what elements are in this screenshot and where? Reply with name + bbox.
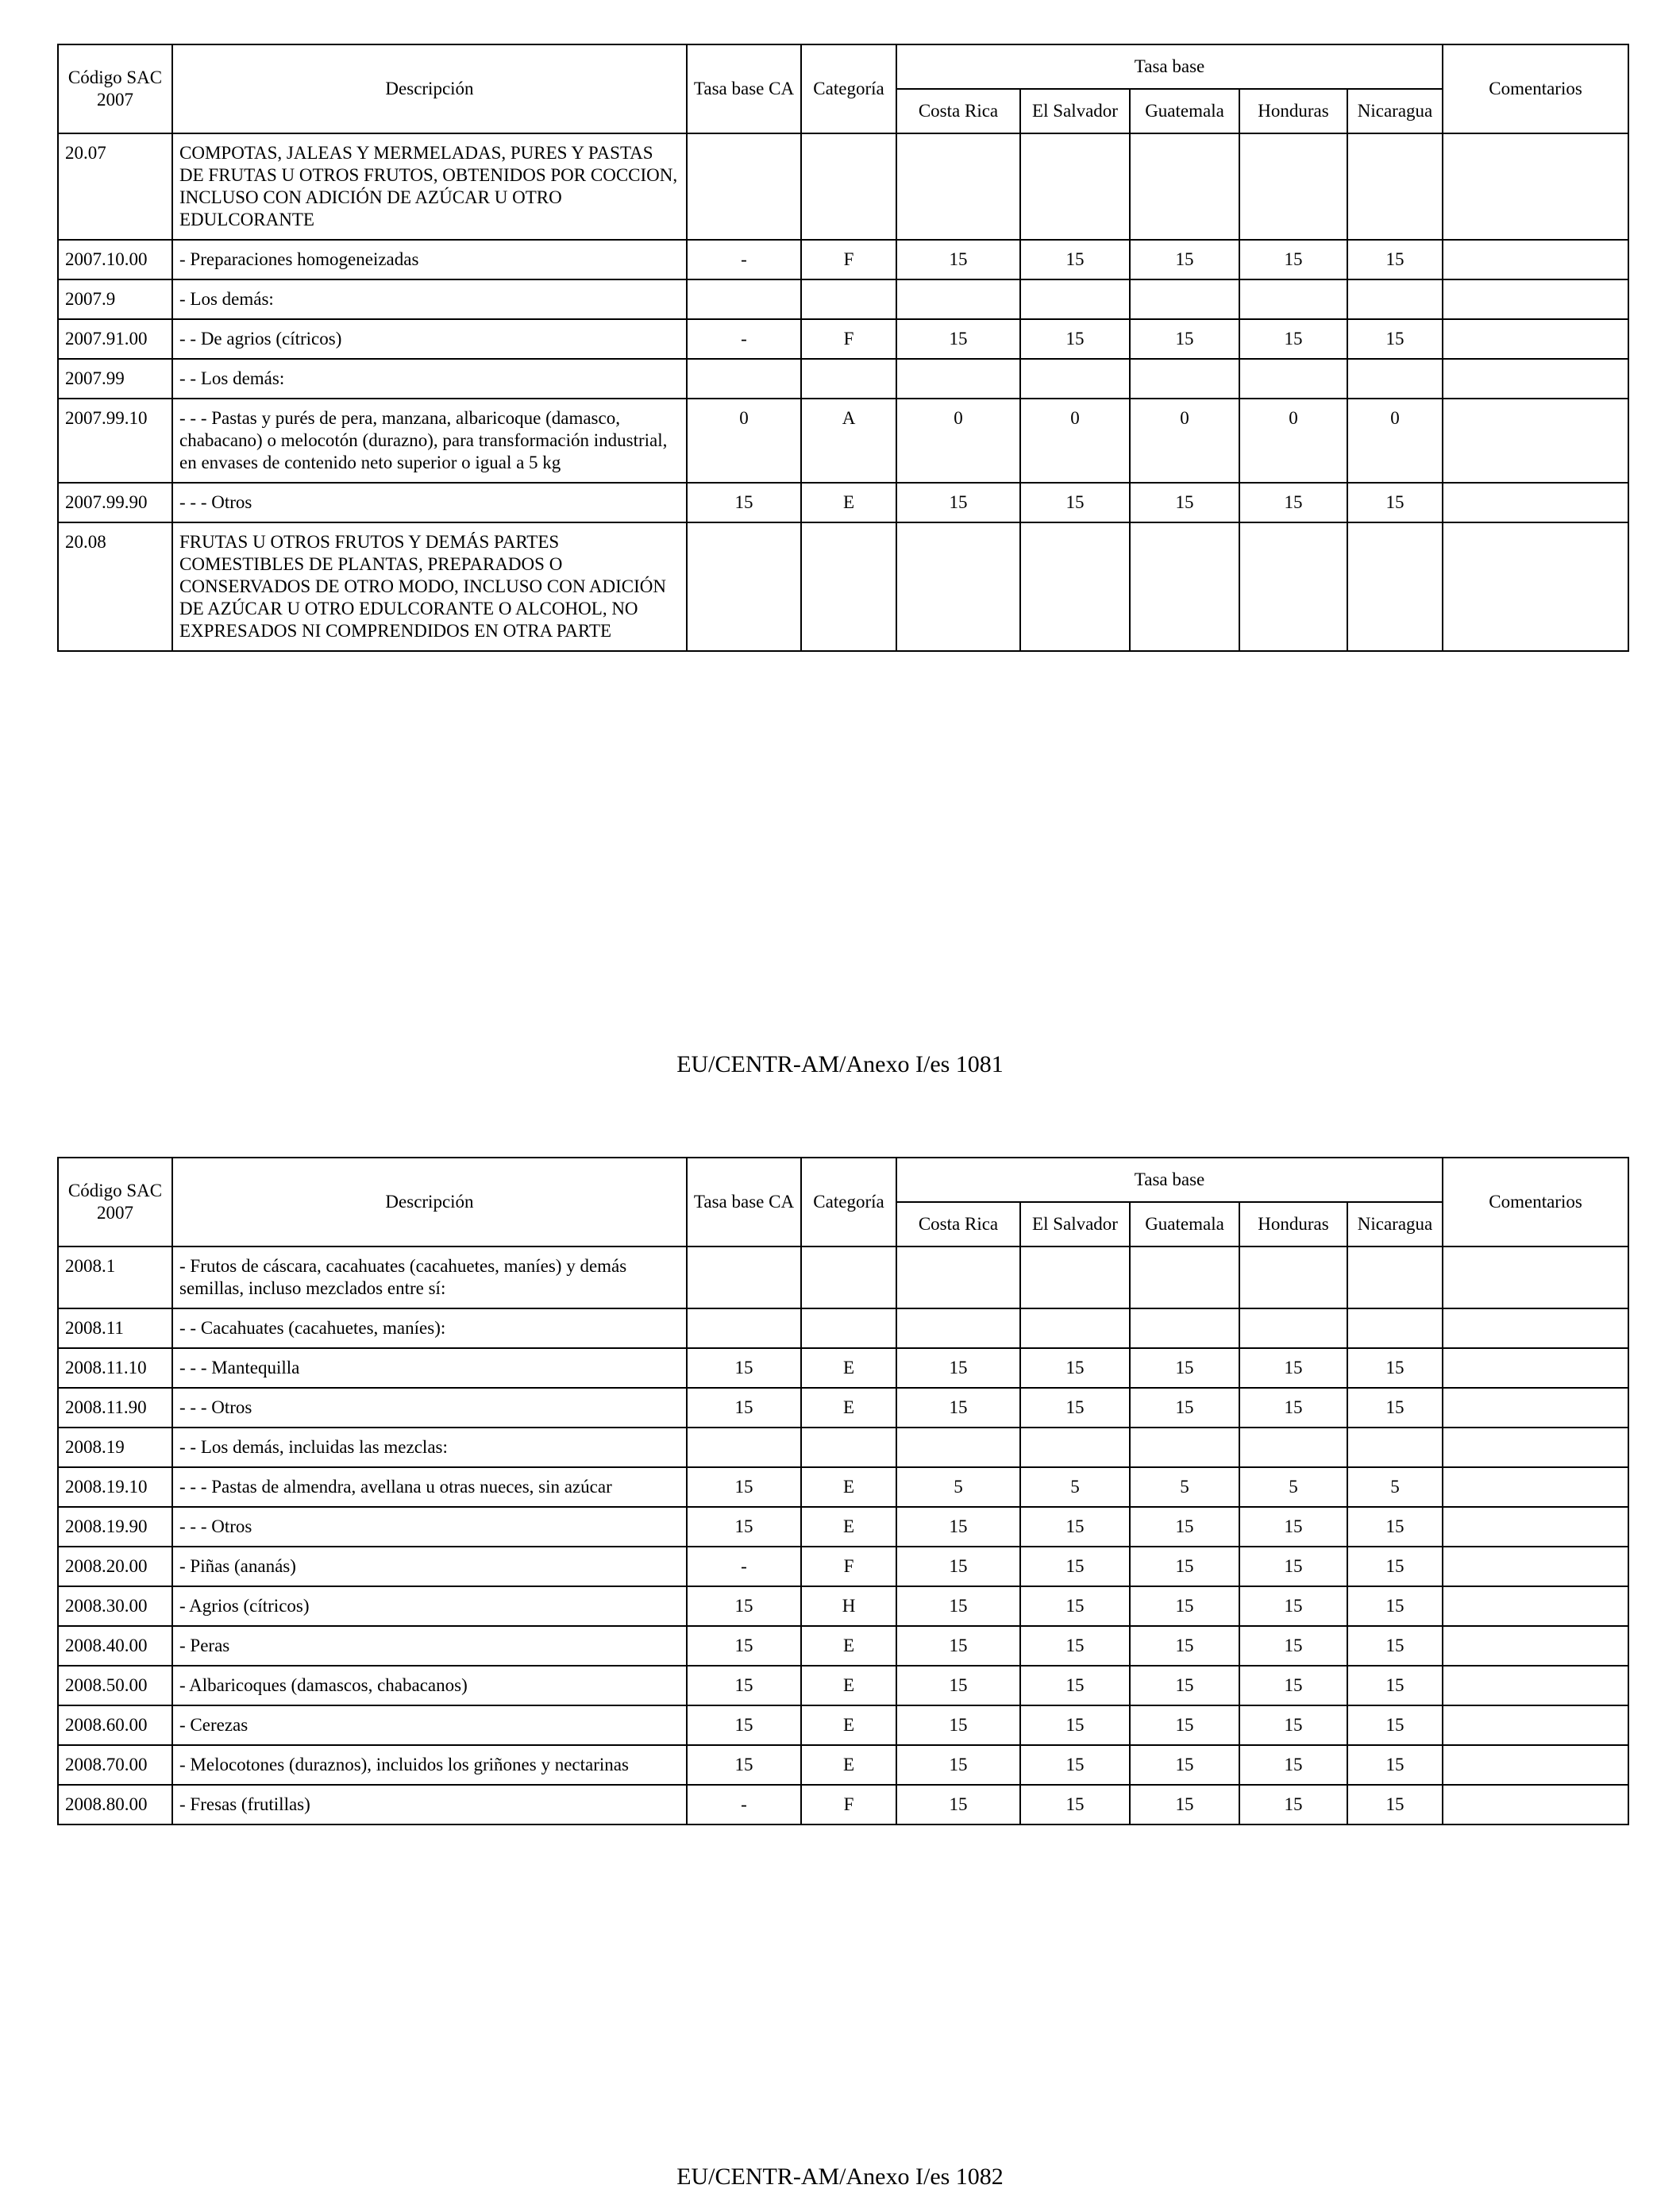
table-row: [58, 1388, 1628, 1428]
cell-categoria: F: [801, 240, 896, 279]
cell-costa-rica: 15: [896, 1348, 1020, 1388]
cell-categoria: A: [801, 399, 896, 483]
table-row: [58, 1586, 1628, 1626]
cell-codigo: 2008.60.00: [58, 1705, 172, 1745]
cell-el-salvador: 15: [1020, 1388, 1130, 1428]
header-guatemala: Guatemala: [1130, 1202, 1239, 1246]
cell-costa-rica: 15: [896, 319, 1020, 359]
cell-guatemala: 5: [1130, 1467, 1239, 1507]
cell-comentarios: [1443, 1586, 1628, 1626]
cell-nicaragua: [1347, 359, 1443, 399]
cell-nicaragua: 15: [1347, 319, 1443, 359]
cell-descripcion: - Fresas (frutillas): [172, 1785, 687, 1824]
cell-el-salvador: 15: [1020, 319, 1130, 359]
cell-el-salvador: 0: [1020, 399, 1130, 483]
cell-costa-rica: 15: [896, 1785, 1020, 1824]
cell-tasa-base-ca: 15: [687, 1467, 801, 1507]
cell-nicaragua: 15: [1347, 1626, 1443, 1666]
cell-guatemala: [1130, 133, 1239, 240]
cell-nicaragua: 5: [1347, 1467, 1443, 1507]
cell-descripcion: - - Cacahuates (cacahuetes, maníes):: [172, 1308, 687, 1348]
cell-honduras: 5: [1239, 1467, 1347, 1507]
cell-descripcion: - Albaricoques (damascos, chabacanos): [172, 1666, 687, 1705]
cell-honduras: 0: [1239, 399, 1347, 483]
cell-tasa-base-ca: [687, 133, 801, 240]
cell-guatemala: 15: [1130, 319, 1239, 359]
cell-descripcion: - Frutos de cáscara, cacahuates (cacahuetes, maníes) y demás semillas, incluso mezclados entre sí:: [172, 1246, 687, 1308]
table-row: [58, 399, 1628, 483]
cell-descripcion: - - Los demás:: [172, 359, 687, 399]
cell-comentarios: [1443, 1705, 1628, 1745]
cell-costa-rica: 15: [896, 1586, 1020, 1626]
cell-honduras: 15: [1239, 1547, 1347, 1586]
cell-categoria: E: [801, 1388, 896, 1428]
cell-el-salvador: 15: [1020, 1507, 1130, 1547]
cell-descripcion: - Piñas (ananás): [172, 1547, 687, 1586]
cell-tasa-base-ca: 0: [687, 399, 801, 483]
table-body: [58, 1246, 1628, 1824]
cell-honduras: [1239, 133, 1347, 240]
cell-comentarios: [1443, 133, 1628, 240]
cell-costa-rica: [896, 1246, 1020, 1308]
cell-comentarios: [1443, 1467, 1628, 1507]
cell-tasa-base-ca: [687, 1246, 801, 1308]
cell-codigo: 2007.10.00: [58, 240, 172, 279]
cell-categoria: [801, 279, 896, 319]
table-row: [58, 1428, 1628, 1467]
cell-codigo: 2008.19: [58, 1428, 172, 1467]
cell-costa-rica: [896, 279, 1020, 319]
cell-honduras: 15: [1239, 483, 1347, 522]
cell-codigo: 2008.30.00: [58, 1586, 172, 1626]
cell-guatemala: [1130, 1428, 1239, 1467]
cell-guatemala: 15: [1130, 1388, 1239, 1428]
cell-codigo: 2008.11.90: [58, 1388, 172, 1428]
header-tasa-base-ca: Tasa base CA: [687, 1158, 801, 1246]
cell-guatemala: 15: [1130, 1785, 1239, 1824]
cell-categoria: E: [801, 1705, 896, 1745]
table-row: [58, 1507, 1628, 1547]
table-row: [58, 1705, 1628, 1745]
header-nicaragua: Nicaragua: [1347, 1202, 1443, 1246]
cell-honduras: [1239, 279, 1347, 319]
cell-costa-rica: 0: [896, 399, 1020, 483]
header-codigo: Código SAC 2007: [58, 44, 172, 133]
cell-codigo: 2008.1: [58, 1246, 172, 1308]
cell-tasa-base-ca: -: [687, 1785, 801, 1824]
cell-comentarios: [1443, 1547, 1628, 1586]
header-guatemala: Guatemala: [1130, 89, 1239, 133]
cell-comentarios: [1443, 1785, 1628, 1824]
cell-codigo: 2007.99: [58, 359, 172, 399]
cell-honduras: [1239, 1308, 1347, 1348]
cell-guatemala: [1130, 359, 1239, 399]
cell-honduras: 15: [1239, 319, 1347, 359]
cell-honduras: 15: [1239, 1666, 1347, 1705]
cell-categoria: E: [801, 1348, 896, 1388]
cell-categoria: F: [801, 1785, 896, 1824]
cell-categoria: F: [801, 1547, 896, 1586]
cell-categoria: [801, 133, 896, 240]
cell-tasa-base-ca: 15: [687, 1745, 801, 1785]
cell-guatemala: 15: [1130, 1507, 1239, 1547]
cell-comentarios: [1443, 1308, 1628, 1348]
cell-el-salvador: 15: [1020, 1547, 1130, 1586]
cell-honduras: [1239, 1246, 1347, 1308]
cell-tasa-base-ca: 15: [687, 1388, 801, 1428]
cell-codigo: 2007.99.10: [58, 399, 172, 483]
cell-comentarios: [1443, 1246, 1628, 1308]
table-row: [58, 483, 1628, 522]
cell-honduras: 15: [1239, 1388, 1347, 1428]
cell-categoria: H: [801, 1586, 896, 1626]
cell-guatemala: 15: [1130, 1586, 1239, 1626]
cell-comentarios: [1443, 483, 1628, 522]
cell-costa-rica: 5: [896, 1467, 1020, 1507]
table-row: [58, 1666, 1628, 1705]
table-row: [58, 1246, 1628, 1308]
cell-el-salvador: [1020, 522, 1130, 651]
cell-codigo: 2008.19.10: [58, 1467, 172, 1507]
cell-nicaragua: 0: [1347, 399, 1443, 483]
cell-tasa-base-ca: [687, 359, 801, 399]
cell-comentarios: [1443, 1507, 1628, 1547]
cell-categoria: E: [801, 483, 896, 522]
cell-el-salvador: 15: [1020, 1785, 1130, 1824]
cell-tasa-base-ca: [687, 522, 801, 651]
cell-descripcion: - Peras: [172, 1626, 687, 1666]
cell-costa-rica: 15: [896, 1507, 1020, 1547]
cell-codigo: 2008.80.00: [58, 1785, 172, 1824]
cell-honduras: 15: [1239, 1785, 1347, 1824]
cell-descripcion: - - - Otros: [172, 1388, 687, 1428]
cell-tasa-base-ca: -: [687, 1547, 801, 1586]
cell-el-salvador: 15: [1020, 1745, 1130, 1785]
cell-guatemala: [1130, 1308, 1239, 1348]
cell-comentarios: [1443, 399, 1628, 483]
cell-tasa-base-ca: 15: [687, 1626, 801, 1666]
cell-guatemala: [1130, 1246, 1239, 1308]
cell-categoria: [801, 359, 896, 399]
cell-categoria: E: [801, 1467, 896, 1507]
cell-codigo: 20.07: [58, 133, 172, 240]
cell-guatemala: 15: [1130, 1705, 1239, 1745]
table-row: [58, 522, 1628, 651]
cell-el-salvador: 15: [1020, 1705, 1130, 1745]
cell-descripcion: - - - Pastas de almendra, avellana u otras nueces, sin azúcar: [172, 1467, 687, 1507]
cell-comentarios: [1443, 279, 1628, 319]
cell-honduras: 15: [1239, 1586, 1347, 1626]
cell-comentarios: [1443, 319, 1628, 359]
table-row: [58, 240, 1628, 279]
header-comentarios: Comentarios: [1443, 44, 1628, 133]
cell-tasa-base-ca: 15: [687, 1507, 801, 1547]
cell-el-salvador: 5: [1020, 1467, 1130, 1507]
cell-codigo: 2007.99.90: [58, 483, 172, 522]
cell-tasa-base-ca: 15: [687, 1666, 801, 1705]
cell-el-salvador: 15: [1020, 1666, 1130, 1705]
cell-el-salvador: 15: [1020, 1626, 1130, 1666]
cell-honduras: 15: [1239, 1507, 1347, 1547]
table-row: [58, 279, 1628, 319]
header-costa-rica: Costa Rica: [896, 1202, 1020, 1246]
header-nicaragua: Nicaragua: [1347, 89, 1443, 133]
cell-categoria: [801, 1308, 896, 1348]
cell-descripcion: - Los demás:: [172, 279, 687, 319]
cell-el-salvador: [1020, 1246, 1130, 1308]
cell-tasa-base-ca: [687, 1308, 801, 1348]
cell-guatemala: 15: [1130, 1626, 1239, 1666]
cell-costa-rica: 15: [896, 1626, 1020, 1666]
cell-honduras: 15: [1239, 1705, 1347, 1745]
table-row: [58, 1745, 1628, 1785]
cell-guatemala: [1130, 279, 1239, 319]
cell-codigo: 2008.11.10: [58, 1348, 172, 1388]
cell-descripcion: - Preparaciones homogeneizadas: [172, 240, 687, 279]
page-footer: EU/CENTR-AM/Anexo I/es 1082: [676, 2164, 1004, 2190]
cell-nicaragua: 15: [1347, 1586, 1443, 1626]
cell-codigo: 2008.20.00: [58, 1547, 172, 1586]
cell-comentarios: [1443, 1666, 1628, 1705]
cell-costa-rica: [896, 1308, 1020, 1348]
cell-comentarios: [1443, 1428, 1628, 1467]
cell-tasa-base-ca: -: [687, 319, 801, 359]
cell-costa-rica: 15: [896, 240, 1020, 279]
cell-tasa-base-ca: [687, 1428, 801, 1467]
cell-guatemala: 15: [1130, 1348, 1239, 1388]
header-tasa-base: Tasa base: [896, 44, 1443, 89]
cell-codigo: 20.08: [58, 522, 172, 651]
cell-comentarios: [1443, 359, 1628, 399]
cell-descripcion: - - - Otros: [172, 483, 687, 522]
cell-el-salvador: [1020, 359, 1130, 399]
cell-descripcion: FRUTAS U OTROS FRUTOS Y DEMÁS PARTES COMESTIBLES DE PLANTAS, PREPARADOS O CONSERVADOS DE OTRO MODO, INCLUSO CON ADICIÓN DE AZÚCAR U OTRO EDULCORANTE O ALCOHOL, NO EXPRESADOS NI COMPRENDIDOS EN OTRA PARTE: [172, 522, 687, 651]
header-tasa-base-ca: Tasa base CA: [687, 44, 801, 133]
cell-nicaragua: 15: [1347, 240, 1443, 279]
cell-el-salvador: 15: [1020, 1586, 1130, 1626]
cell-nicaragua: [1347, 522, 1443, 651]
cell-costa-rica: [896, 359, 1020, 399]
cell-descripcion: - Cerezas: [172, 1705, 687, 1745]
cell-el-salvador: 15: [1020, 483, 1130, 522]
cell-tasa-base-ca: -: [687, 240, 801, 279]
header-costa-rica: Costa Rica: [896, 89, 1020, 133]
header-descripcion: Descripción: [172, 1158, 687, 1246]
cell-nicaragua: 15: [1347, 1666, 1443, 1705]
table-header: [58, 1158, 1628, 1246]
cell-costa-rica: 15: [896, 1388, 1020, 1428]
cell-codigo: 2007.9: [58, 279, 172, 319]
cell-nicaragua: [1347, 279, 1443, 319]
table-body: [58, 133, 1628, 651]
header-categoria: Categoría: [801, 44, 896, 133]
cell-categoria: [801, 1246, 896, 1308]
cell-nicaragua: 15: [1347, 1785, 1443, 1824]
cell-codigo: 2008.40.00: [58, 1626, 172, 1666]
cell-el-salvador: [1020, 133, 1130, 240]
cell-el-salvador: [1020, 279, 1130, 319]
cell-costa-rica: [896, 522, 1020, 651]
table-row: [58, 1308, 1628, 1348]
cell-codigo: 2007.91.00: [58, 319, 172, 359]
cell-descripcion: - - De agrios (cítricos): [172, 319, 687, 359]
cell-nicaragua: [1347, 1428, 1443, 1467]
cell-el-salvador: 15: [1020, 240, 1130, 279]
cell-nicaragua: 15: [1347, 483, 1443, 522]
cell-codigo: 2008.70.00: [58, 1745, 172, 1785]
table-row: [58, 1348, 1628, 1388]
cell-comentarios: [1443, 240, 1628, 279]
cell-costa-rica: [896, 133, 1020, 240]
cell-descripcion: - - - Otros: [172, 1507, 687, 1547]
cell-tasa-base-ca: 15: [687, 1348, 801, 1388]
table-row: [58, 1467, 1628, 1507]
tariff-table-page-2: [57, 1157, 1629, 1825]
table-row: [58, 319, 1628, 359]
cell-honduras: 15: [1239, 1745, 1347, 1785]
header-comentarios: Comentarios: [1443, 1158, 1628, 1246]
cell-descripcion: - - - Pastas y purés de pera, manzana, albaricoque (damasco, chabacano) o melocotón (durazno), para transformación industrial, en envases de contenido neto superior o igual a 5 kg: [172, 399, 687, 483]
cell-guatemala: 15: [1130, 483, 1239, 522]
cell-nicaragua: 15: [1347, 1388, 1443, 1428]
cell-costa-rica: 15: [896, 1705, 1020, 1745]
header-tasa-base: Tasa base: [896, 1158, 1443, 1202]
table-row: [58, 359, 1628, 399]
cell-codigo: 2008.11: [58, 1308, 172, 1348]
table-header: [58, 44, 1628, 133]
cell-guatemala: 15: [1130, 1547, 1239, 1586]
cell-tasa-base-ca: [687, 279, 801, 319]
cell-guatemala: 0: [1130, 399, 1239, 483]
cell-codigo: 2008.50.00: [58, 1666, 172, 1705]
cell-tasa-base-ca: 15: [687, 483, 801, 522]
header-codigo: Código SAC 2007: [58, 1158, 172, 1246]
cell-el-salvador: [1020, 1308, 1130, 1348]
cell-costa-rica: 15: [896, 1745, 1020, 1785]
cell-comentarios: [1443, 1348, 1628, 1388]
cell-comentarios: [1443, 1388, 1628, 1428]
cell-nicaragua: [1347, 133, 1443, 240]
cell-categoria: [801, 522, 896, 651]
cell-tasa-base-ca: 15: [687, 1705, 801, 1745]
cell-categoria: E: [801, 1626, 896, 1666]
cell-costa-rica: 15: [896, 483, 1020, 522]
header-honduras: Honduras: [1239, 1202, 1347, 1246]
cell-honduras: [1239, 522, 1347, 651]
cell-guatemala: 15: [1130, 1666, 1239, 1705]
header-descripcion: Descripción: [172, 44, 687, 133]
table-row: [58, 1626, 1628, 1666]
cell-descripcion: - - - Mantequilla: [172, 1348, 687, 1388]
cell-categoria: F: [801, 319, 896, 359]
header-el-salvador: El Salvador: [1020, 89, 1130, 133]
cell-comentarios: [1443, 522, 1628, 651]
cell-honduras: 15: [1239, 1348, 1347, 1388]
tariff-table-page-1: [57, 44, 1629, 652]
cell-descripcion: COMPOTAS, JALEAS Y MERMELADAS, PURES Y PASTAS DE FRUTAS U OTROS FRUTOS, OBTENIDOS POR COCCION, INCLUSO CON ADICIÓN DE AZÚCAR U OTRO EDULCORANTE: [172, 133, 687, 240]
cell-nicaragua: 15: [1347, 1705, 1443, 1745]
cell-nicaragua: [1347, 1308, 1443, 1348]
table-row: [58, 1785, 1628, 1824]
cell-comentarios: [1443, 1626, 1628, 1666]
cell-honduras: [1239, 1428, 1347, 1467]
cell-honduras: [1239, 359, 1347, 399]
cell-costa-rica: 15: [896, 1547, 1020, 1586]
cell-categoria: E: [801, 1507, 896, 1547]
cell-honduras: 15: [1239, 1626, 1347, 1666]
cell-nicaragua: 15: [1347, 1348, 1443, 1388]
cell-nicaragua: 15: [1347, 1745, 1443, 1785]
page-footer: EU/CENTR-AM/Anexo I/es 1081: [676, 1051, 1004, 1077]
cell-nicaragua: 15: [1347, 1547, 1443, 1586]
header-categoria: Categoría: [801, 1158, 896, 1246]
cell-costa-rica: 15: [896, 1666, 1020, 1705]
cell-descripcion: - Agrios (cítricos): [172, 1586, 687, 1626]
header-el-salvador: El Salvador: [1020, 1202, 1130, 1246]
cell-descripcion: - Melocotones (duraznos), incluidos los griñones y nectarinas: [172, 1745, 687, 1785]
cell-tasa-base-ca: 15: [687, 1586, 801, 1626]
cell-categoria: [801, 1428, 896, 1467]
table-row: [58, 133, 1628, 240]
cell-costa-rica: [896, 1428, 1020, 1467]
cell-categoria: E: [801, 1666, 896, 1705]
cell-honduras: 15: [1239, 240, 1347, 279]
header-honduras: Honduras: [1239, 89, 1347, 133]
cell-guatemala: [1130, 522, 1239, 651]
cell-guatemala: 15: [1130, 1745, 1239, 1785]
cell-categoria: E: [801, 1745, 896, 1785]
table-row: [58, 1547, 1628, 1586]
cell-el-salvador: [1020, 1428, 1130, 1467]
cell-nicaragua: [1347, 1246, 1443, 1308]
cell-guatemala: 15: [1130, 240, 1239, 279]
cell-nicaragua: 15: [1347, 1507, 1443, 1547]
cell-descripcion: - - Los demás, incluidas las mezclas:: [172, 1428, 687, 1467]
cell-el-salvador: 15: [1020, 1348, 1130, 1388]
cell-codigo: 2008.19.90: [58, 1507, 172, 1547]
cell-comentarios: [1443, 1745, 1628, 1785]
